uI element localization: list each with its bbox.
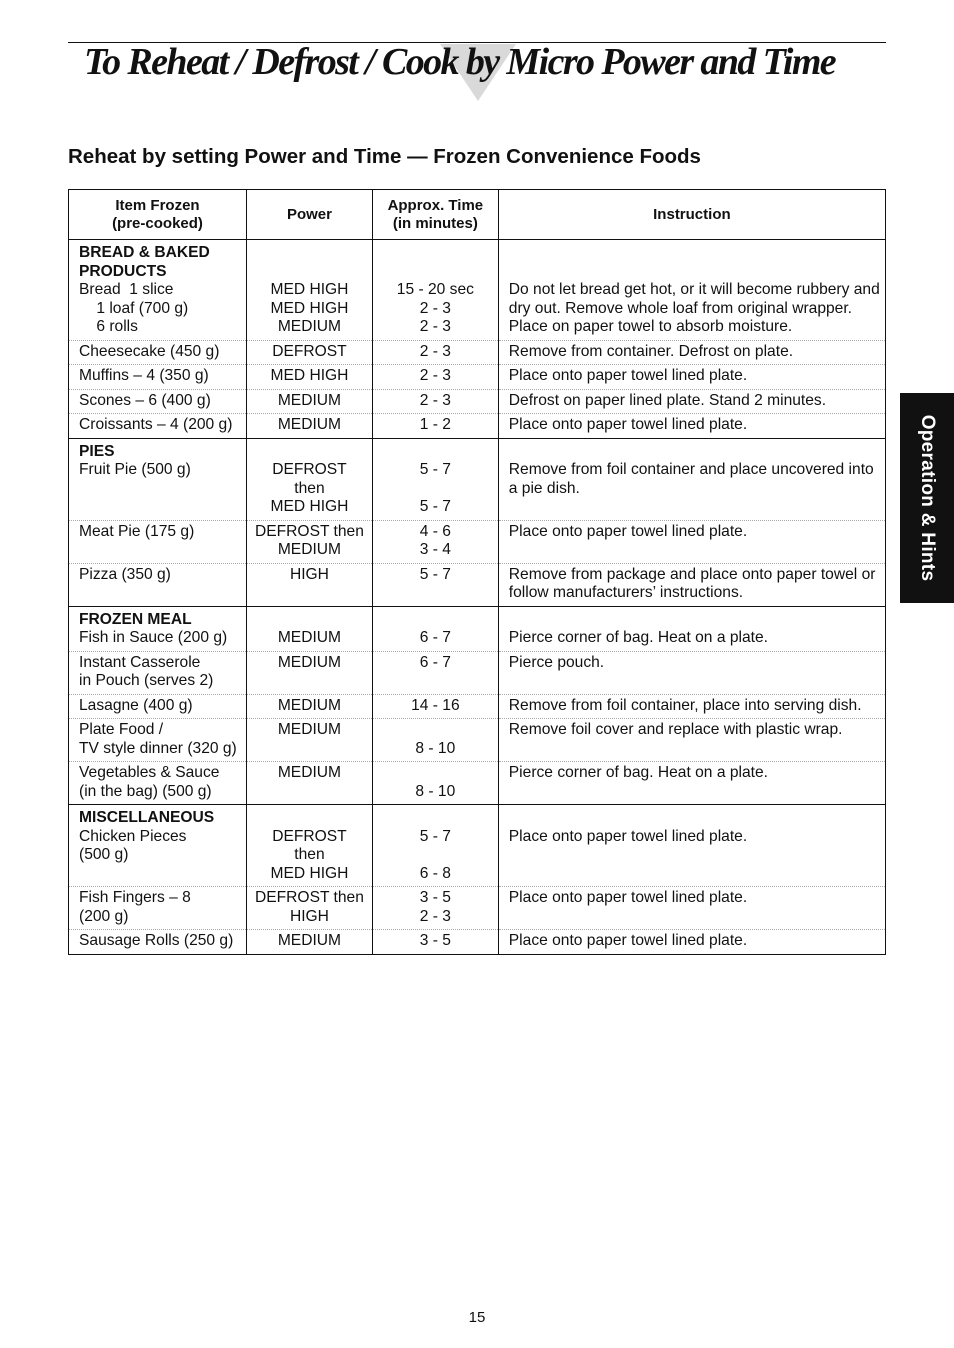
- cell-time: [372, 340, 498, 365]
- cell-time: [372, 563, 498, 606]
- time-text: 14 - 16: [411, 696, 460, 714]
- category-label: MISCELLANEOUS: [79, 809, 215, 826]
- cell-instruction: [498, 694, 885, 719]
- cell-power: [246, 762, 372, 805]
- cell-instruction: [498, 762, 885, 805]
- item-text: Scones – 6 (400 g): [79, 391, 211, 409]
- cell-time: [372, 762, 498, 805]
- category-label: PIES: [79, 442, 115, 460]
- section-heading: Reheat by setting Power and Time — Frozen Convenience Foods: [68, 145, 701, 168]
- cell-time: [372, 887, 498, 930]
- table-row: [69, 438, 886, 520]
- item-text: Cheesecake (450 g): [79, 342, 220, 360]
- item-text: Muffins – 4 (350 g): [79, 367, 209, 384]
- cell-time: [372, 805, 498, 887]
- cell-power: [246, 719, 372, 762]
- item-text: Vegetables & Sauce (in the bag) (500 g): [79, 764, 220, 800]
- time-text: 3 - 5 2 - 3: [419, 889, 451, 925]
- cell-instruction: [498, 389, 885, 414]
- time-text: 2 - 3: [419, 367, 451, 384]
- time-text: 5 - 7 6 - 8: [419, 827, 451, 882]
- cell-item: [69, 240, 247, 341]
- table-row: [69, 694, 886, 719]
- instruction-text: Place onto paper towel lined plate.: [508, 416, 748, 433]
- power-text: MEDIUM: [277, 629, 342, 646]
- cell-item: [69, 606, 247, 651]
- power-text: DEFROST then MED HIGH: [270, 827, 349, 882]
- table-row: [69, 762, 886, 805]
- time-text: 3 - 5: [419, 932, 451, 949]
- cell-instruction: [498, 651, 885, 694]
- power-text: MEDIUM: [277, 764, 342, 781]
- cell-item: [69, 651, 247, 694]
- cell-time: [372, 606, 498, 651]
- power-text: MEDIUM: [277, 696, 342, 714]
- power-text: MED HIGH MED HIGH MEDIUM: [270, 281, 349, 335]
- cell-time: [372, 414, 498, 439]
- item-text: Pizza (350 g): [79, 565, 171, 583]
- time-text: 6 - 7: [419, 653, 451, 671]
- time-text: 8 - 10: [415, 739, 456, 757]
- instruction-text: Remove from container. Defrost on plate.: [508, 342, 794, 360]
- item-text: Meat Pie (175 g): [79, 522, 195, 540]
- cell-power: [246, 389, 372, 414]
- power-text: MEDIUM: [277, 721, 342, 738]
- cell-time: [372, 520, 498, 563]
- table-row: [69, 719, 886, 762]
- reheat-table: [68, 189, 886, 955]
- time-text: 5 - 7: [419, 565, 451, 583]
- power-text: DEFROST then MEDIUM: [254, 522, 364, 558]
- cell-time: [372, 240, 498, 341]
- cell-power: [246, 365, 372, 390]
- time-text: 1 - 2: [419, 416, 451, 433]
- cell-instruction: [498, 719, 885, 762]
- time-text: 6 - 7: [419, 629, 451, 646]
- instruction-text: Remove from foil container and place uncovered into a pie dish.: [508, 461, 874, 497]
- instruction-text: Place onto paper towel lined plate.: [508, 522, 748, 540]
- header-instruction: Instruction: [498, 190, 885, 240]
- item-text: Fruit Pie (500 g): [79, 461, 191, 478]
- cell-item: [69, 762, 247, 805]
- cell-power: [246, 694, 372, 719]
- cell-time: [372, 389, 498, 414]
- table-row: [69, 563, 886, 606]
- item-text: Croissants – 4 (200 g): [79, 416, 233, 433]
- cell-power: [246, 414, 372, 439]
- page-number: 15: [468, 1309, 486, 1326]
- side-tab: [900, 393, 954, 603]
- power-text: DEFROST then MED HIGH: [270, 461, 349, 515]
- power-text: DEFROST: [272, 342, 347, 360]
- cell-time: [372, 694, 498, 719]
- header-item-line1: Item Frozen: [115, 196, 200, 214]
- cell-instruction: [498, 414, 885, 439]
- power-text: MEDIUM: [277, 653, 342, 671]
- instruction-text: Remove from package and place onto paper towel or follow manufacturers’ instructions.: [508, 565, 876, 601]
- header-power: Power: [246, 190, 372, 240]
- item-text: Fish Fingers – 8 (200 g): [79, 889, 191, 925]
- item-text: Sausage Rolls (250 g): [79, 932, 234, 949]
- instruction-text: Defrost on paper lined plate. Stand 2 minutes.: [508, 391, 827, 409]
- side-tab-label: Operation & Hints: [917, 414, 938, 582]
- cell-power: [246, 438, 372, 520]
- cell-item: [69, 694, 247, 719]
- cell-power: [246, 520, 372, 563]
- cell-time: [372, 719, 498, 762]
- instruction-text: Place onto paper towel lined plate.: [508, 889, 748, 906]
- header-time: [372, 190, 498, 240]
- cell-power: [246, 240, 372, 341]
- header-item: [69, 190, 247, 240]
- cell-instruction: [498, 805, 885, 887]
- cell-power: [246, 651, 372, 694]
- instruction-text: Place onto paper towel lined plate.: [508, 827, 748, 845]
- header-time-line1: Approx. Time: [387, 196, 484, 214]
- table-row: [69, 414, 886, 439]
- table-row: [69, 365, 886, 390]
- instruction-text: Pierce pouch.: [508, 653, 605, 671]
- instruction-text: Do not let bread get hot, or it will become rubbery and dry out. Remove whole loaf from original wrapper. Place on paper towel to absorb moisture.: [508, 281, 880, 335]
- category-label: BREAD & BAKED PRODUCTS: [79, 244, 210, 280]
- cell-instruction: [498, 365, 885, 390]
- cell-time: [372, 438, 498, 520]
- category-label: FROZEN MEAL: [79, 610, 192, 628]
- cell-item: [69, 563, 247, 606]
- instruction-text: Remove foil cover and replace with plastic wrap.: [508, 721, 843, 738]
- cell-item: [69, 389, 247, 414]
- cell-item: [69, 438, 247, 520]
- instruction-text: Pierce corner of bag. Heat on a plate.: [508, 764, 768, 781]
- instruction-text: Place onto paper towel lined plate.: [508, 932, 748, 949]
- cell-instruction: [498, 240, 885, 341]
- time-text: 8 - 10: [415, 782, 456, 800]
- time-text: 2 - 3: [419, 391, 451, 409]
- instruction-text: Place onto paper towel lined plate.: [508, 367, 748, 384]
- cell-time: [372, 365, 498, 390]
- instruction-text: Pierce corner of bag. Heat on a plate.: [508, 629, 768, 646]
- table-row: [69, 805, 886, 887]
- page-title: To Reheat / Defrost / Cook by Micro Power and Time: [84, 41, 836, 83]
- cell-time: [372, 651, 498, 694]
- cell-instruction: [498, 606, 885, 651]
- cell-item: [69, 365, 247, 390]
- table-header-row: [69, 190, 886, 240]
- item-text: Bread 1 slice 1 loaf (700 g) 6 rolls: [79, 281, 189, 335]
- power-text: MEDIUM: [277, 932, 342, 949]
- power-text: MEDIUM: [277, 416, 342, 433]
- time-text: 2 - 3: [419, 342, 451, 360]
- time-text: 5 - 7 5 - 7: [419, 461, 451, 515]
- cell-power: [246, 887, 372, 930]
- header-item-line2: (pre-cooked): [112, 214, 203, 232]
- table-row: [69, 930, 886, 955]
- cell-instruction: [498, 340, 885, 365]
- time-text: 4 - 6 3 - 4: [419, 522, 451, 558]
- instruction-text: Remove from foil container, place into serving dish.: [508, 696, 862, 714]
- table-body: [69, 240, 886, 955]
- cell-instruction: [498, 887, 885, 930]
- table-row: [69, 651, 886, 694]
- power-text: HIGH: [289, 565, 329, 583]
- table-row: [69, 606, 886, 651]
- time-text: 15 - 20 sec 2 - 3 2 - 3: [396, 281, 474, 335]
- table-row: [69, 389, 886, 414]
- table-row: [69, 240, 886, 341]
- table-row: [69, 340, 886, 365]
- power-text: MED HIGH: [270, 367, 349, 384]
- cell-instruction: [498, 563, 885, 606]
- item-text: Plate Food / TV style dinner (320 g): [79, 721, 237, 757]
- item-text: Chicken Pieces (500 g): [79, 827, 187, 863]
- cell-item: [69, 930, 247, 955]
- cell-power: [246, 563, 372, 606]
- cell-item: [69, 340, 247, 365]
- cell-power: [246, 340, 372, 365]
- cell-item: [69, 805, 247, 887]
- item-text: Fish in Sauce (200 g): [79, 629, 228, 646]
- cell-power: [246, 930, 372, 955]
- table-row: [69, 520, 886, 563]
- cell-power: [246, 805, 372, 887]
- cell-item: [69, 719, 247, 762]
- cell-time: [372, 930, 498, 955]
- cell-instruction: [498, 438, 885, 520]
- power-text: DEFROST then HIGH: [254, 889, 364, 925]
- cell-item: [69, 520, 247, 563]
- cell-item: [69, 414, 247, 439]
- item-text: Lasagne (400 g): [79, 696, 193, 714]
- cell-instruction: [498, 930, 885, 955]
- table-row: [69, 887, 886, 930]
- cell-instruction: [498, 520, 885, 563]
- item-text: Instant Casserole in Pouch (serves 2): [79, 653, 214, 689]
- header-time-line2: (in minutes): [392, 214, 478, 232]
- cell-item: [69, 887, 247, 930]
- cell-power: [246, 606, 372, 651]
- power-text: MEDIUM: [277, 391, 342, 409]
